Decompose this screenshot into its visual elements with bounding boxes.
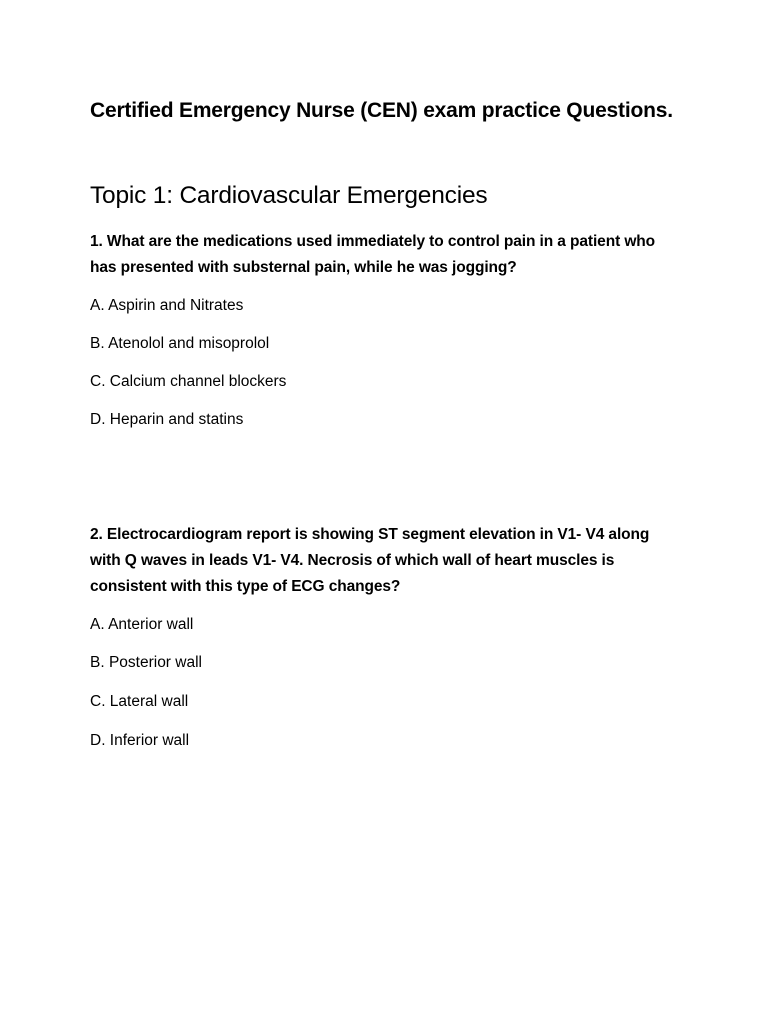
question-2-option-b: B. Posterior wall bbox=[90, 654, 202, 671]
question-1-option-d: D. Heparin and statins bbox=[90, 411, 244, 428]
question-2-option-a: A. Anterior wall bbox=[90, 616, 194, 633]
document-title: Certified Emergency Nurse (CEN) exam practice Questions. bbox=[90, 99, 673, 122]
question-2-option-d: D. Inferior wall bbox=[90, 732, 190, 749]
question-1-option-c: C. Calcium channel blockers bbox=[90, 373, 287, 390]
question-2-text: 2. Electrocardiogram report is showing ST segment elevation in V1- V4 along with Q waves in leads V1- V4. Necrosis of which wall of heart muscles is consistent with this type of ECG changes? bbox=[90, 526, 650, 595]
question-2-option-c: C. Lateral wall bbox=[90, 693, 189, 710]
topic-heading: Topic 1: Cardiovascular Emergencies bbox=[90, 182, 488, 209]
question-1-text: 1. What are the medications used immediately to control pain in a patient who has presented with substernal pain, while he was jogging? bbox=[90, 233, 656, 276]
question-1-option-b: B. Atenolol and misoprolol bbox=[90, 335, 270, 352]
question-1-option-a: A. Aspirin and Nitrates bbox=[90, 297, 244, 314]
